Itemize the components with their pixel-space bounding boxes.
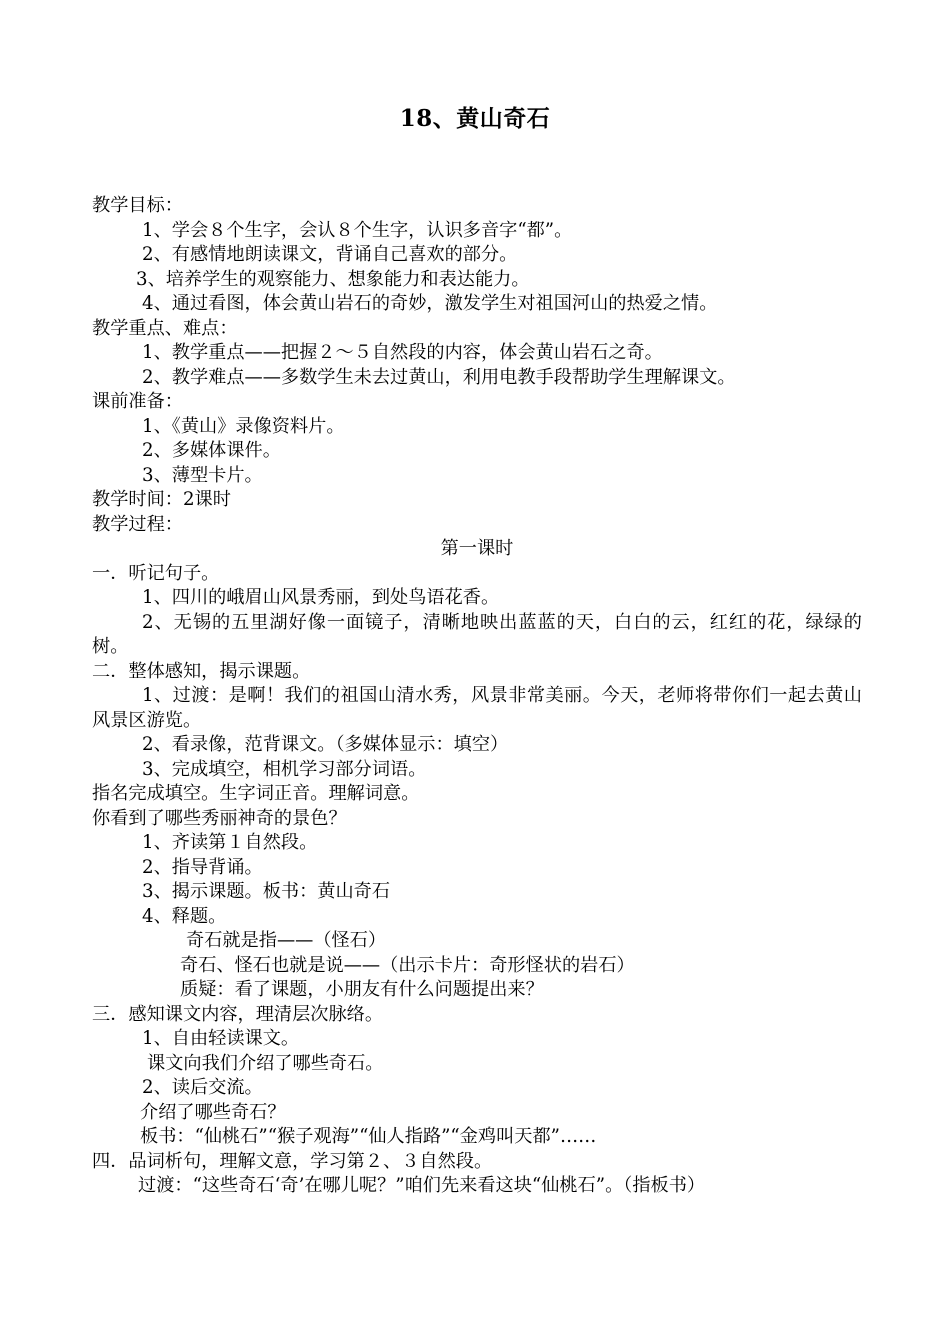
list-item: 1、齐读第１自然段。 bbox=[142, 832, 318, 853]
list-item: 2、教学难点——多数学生未去过黄山，利用电教手段帮助学生理解课文。 bbox=[142, 366, 736, 388]
section-heading: 教学过程： bbox=[92, 513, 183, 535]
list-item: 1、过渡：是啊！我们的祖国山清水秀，风景非常美丽。今天，老师将带你们一起去黄山风景区游览。 bbox=[92, 685, 862, 731]
list-item: 3、培养学生的观察能力、想象能力和表达能力。 bbox=[136, 268, 530, 290]
section-heading: 教学时间：2课时 bbox=[92, 489, 231, 510]
list-item: 2、看录像，范背课文。（多媒体显示：填空） bbox=[142, 734, 509, 755]
paragraph: 指名完成填空。生字词正音。理解词意。 bbox=[92, 783, 420, 804]
sub-item: 奇石、怪石也就是说——（出示卡片：奇形怪状的岩石） bbox=[180, 954, 635, 976]
section-heading: 教学目标： bbox=[92, 195, 183, 216]
paragraph: 课文向我们介绍了哪些奇石。 bbox=[147, 1052, 384, 1074]
sub-item: 奇石就是指——（怪石） bbox=[186, 930, 387, 951]
list-item: 2、有感情地朗读课文，背诵自己喜欢的部分。 bbox=[142, 244, 518, 265]
list-item: 1、《黄山》录像资料片。 bbox=[142, 415, 345, 437]
lesson-heading: 第一课时 bbox=[440, 538, 514, 559]
paragraph: 板书：“仙桃石”“猴子观海”“仙人指路”“金鸡叫天都”…… bbox=[140, 1126, 597, 1147]
list-item: 3、揭示课题。板书：黄山奇石 bbox=[142, 881, 391, 902]
list-item: 2、读后交流。 bbox=[142, 1077, 263, 1098]
section-heading: 二．整体感知，揭示课题。 bbox=[92, 660, 311, 682]
list-item: 2、指导背诵。 bbox=[142, 856, 263, 878]
document-body bbox=[92, 194, 862, 1199]
list-item: 3、薄型卡片。 bbox=[142, 464, 263, 486]
section-heading: 一．听记句子。 bbox=[92, 562, 220, 584]
list-item: 3、完成填空，相机学习部分词语。 bbox=[142, 758, 427, 780]
list-item: 1、四川的峨眉山风景秀丽，到处鸟语花香。 bbox=[142, 587, 500, 608]
list-item: 1、教学重点——把握２～５自然段的内容，体会黄山岩石之奇。 bbox=[142, 342, 663, 363]
list-item: 1、自由轻读课文。 bbox=[142, 1028, 300, 1049]
section-heading: 四．品词析句，理解文意，学习第２、３自然段。 bbox=[92, 1150, 493, 1172]
section-heading: 课前准备： bbox=[92, 391, 183, 412]
list-item: 2、无锡的五里湖好像一面镜子，清晰地映出蓝蓝的天，白白的云，红红的花，绿绿的树。 bbox=[92, 611, 862, 657]
section-heading: 三．感知课文内容，理清层次脉络。 bbox=[92, 1003, 384, 1025]
list-item: 4、释题。 bbox=[142, 905, 227, 927]
sub-item: 质疑：看了课题，小朋友有什么问题提出来？ bbox=[180, 979, 544, 1000]
paragraph: 过渡：“这些奇石‘奇’在哪儿呢？”咱们先来看这块“仙桃石”。（指板书） bbox=[138, 1175, 706, 1196]
section-heading: 教学重点、难点： bbox=[92, 317, 238, 339]
list-item: 4、通过看图，体会黄山岩石的奇妙，激发学生对祖国河山的热爱之情。 bbox=[142, 293, 718, 314]
list-item: 1、学会８个生字，会认８个生字，认识多音字“都”。 bbox=[142, 219, 573, 241]
list-item: 2、多媒体课件。 bbox=[142, 440, 281, 461]
document-title: 18、黄山奇石 bbox=[399, 105, 551, 132]
paragraph: 介绍了哪些奇石？ bbox=[140, 1101, 286, 1123]
paragraph: 你看到了哪些秀丽神奇的景色？ bbox=[92, 807, 347, 829]
